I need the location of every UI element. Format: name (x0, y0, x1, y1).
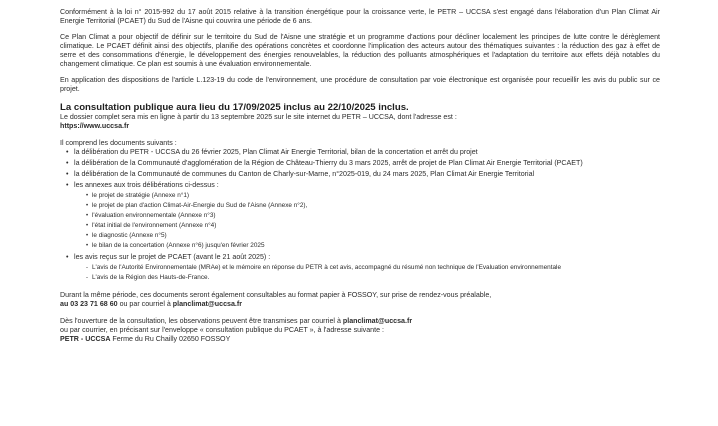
intro-paragraph-plan: Ce Plan Climat a pour objectif de définir sur le territoire du Sud de l'Aisne une stratégie et un programme d'actions pour décliner localement les principes de lutte contre le dérèglement climatique. Le PCAET définit ainsi des objectifs, planifie des opérations concrètes et coordonne l'implication des acteurs autour des thématiques suivantes : la réduction des gaz à effet de serre et des consommations d'énergie, le développement des énergies renouvelables, la réduction des polluants atmosphériques et l'adaptation du territoire aux effets déjà notables du changement climatique. Ce plan est soumis à une évaluation environnementale. (60, 33, 660, 68)
documents-list (66, 148, 660, 283)
annex-item: • l'état initial de l'environnement (Annexe n°4) (86, 221, 660, 231)
phone-number: au 03 23 71 68 60 (60, 300, 118, 308)
annex-item: • le diagnostic (Annexe n°5) (86, 231, 660, 241)
annex-item: • l'évaluation environnementale (Annexe n°3) (86, 211, 660, 221)
postal-address: Ferme du Ru Chailly 02650 FOSSOY (110, 335, 231, 343)
annexes-label: les annexes aux trois délibérations ci-dessus : (74, 181, 219, 189)
email-link[interactable]: planclimat@uccsa.fr (172, 300, 243, 308)
document-body (60, 8, 660, 344)
paper-consultation-text (60, 291, 660, 309)
avis-item: - L'avis de la Région des Hauts-de-France. (86, 273, 660, 283)
annex-item: • le bilan de la concertation (Annexe n°6) jusqu'en février 2025 (86, 241, 660, 251)
intro-paragraph-law: Conformément à la loi n° 2015-992 du 17 août 2015 relative à la transition énergétique pour la croissance verte, le PETR – UCCSA s'est engagé dans l'élaboration d'un Plan Climat Air Energie Territorial (PCAET) du Sud de l'Aisne qui couvrira une période de 6 ans. (60, 8, 660, 25)
observations-sentence: Dès l'ouverture de la consultation, les observations peuvent être transmises par courriel à (60, 317, 343, 325)
annex-item: • le projet de stratégie (Annexe n°1) (86, 191, 660, 201)
list-item: • la délibération de la Communauté de communes du Canton de Charly-sur-Marne, n°2025-019, du 24 mars 2025, Plan Climat Air Energie Territorial (66, 170, 660, 179)
paper-sentence: Durant la même période, ces documents seront également consultables au format papier à FOSSOY, sur prise de rendez-vous préalable, (60, 291, 492, 299)
consultation-heading: La consultation publique aura lieu du 17/09/2025 inclus au 22/10/2025 inclus. (60, 102, 409, 113)
list-item: • la délibération de la Communauté d'agglomération de la Région de Château-Thierry du 3 mars 2025, arrêt de projet de Plan Climat Air Energie Territorial (PCAET) (66, 159, 660, 168)
website-link[interactable]: https://www.uccsa.fr (60, 122, 130, 130)
list-item: • la délibération du PETR - UCCSA du 26 février 2025, Plan Climat Air Energie Territorial, bilan de la concertation et arrêt du projet (66, 148, 660, 157)
list-item (66, 253, 660, 283)
intro-paragraph-procedure: En application des dispositions de l'article L.123-19 du code de l'environnement, une procédure de consultation par voie électronique est organisée pour recueillir les avis du public sur ce projet. (60, 76, 660, 93)
paper-connector: ou par courriel à (117, 300, 173, 308)
online-dossier-sentence: Le dossier complet sera mis en ligne à partir du 13 septembre 2025 sur le site internet du PETR – UCCSA, dont l'adresse est : (60, 113, 457, 121)
avis-item: - L'avis de l'Autorité Environnementale (MRAe) et le mémoire en réponse du PETR à cet avis, accompagné du résumé non technique de l'Evaluation environnementale (86, 263, 660, 273)
list-item (66, 181, 660, 251)
observations-text (60, 317, 660, 344)
documents-intro: Il comprend les documents suivants : (60, 139, 177, 147)
avis-label: les avis reçus sur le projet de PCAET (avant le 21 août 2025) : (74, 253, 271, 261)
online-dossier-text (60, 113, 660, 131)
observations-mail-instructions: ou par courrier, en précisant sur l'enveloppe « consultation publique du PCAET », à l'adresse suivante : (60, 326, 384, 334)
email-link[interactable]: planclimat@uccsa.fr (342, 317, 413, 325)
address-organisation: PETR - UCCSA (60, 335, 111, 343)
avis-list (86, 263, 660, 283)
annex-item: • le projet de plan d'action Climat-Air-Energie du Sud de l'Aisne (Annexe n°2), (86, 201, 660, 211)
annexes-list (86, 191, 660, 251)
